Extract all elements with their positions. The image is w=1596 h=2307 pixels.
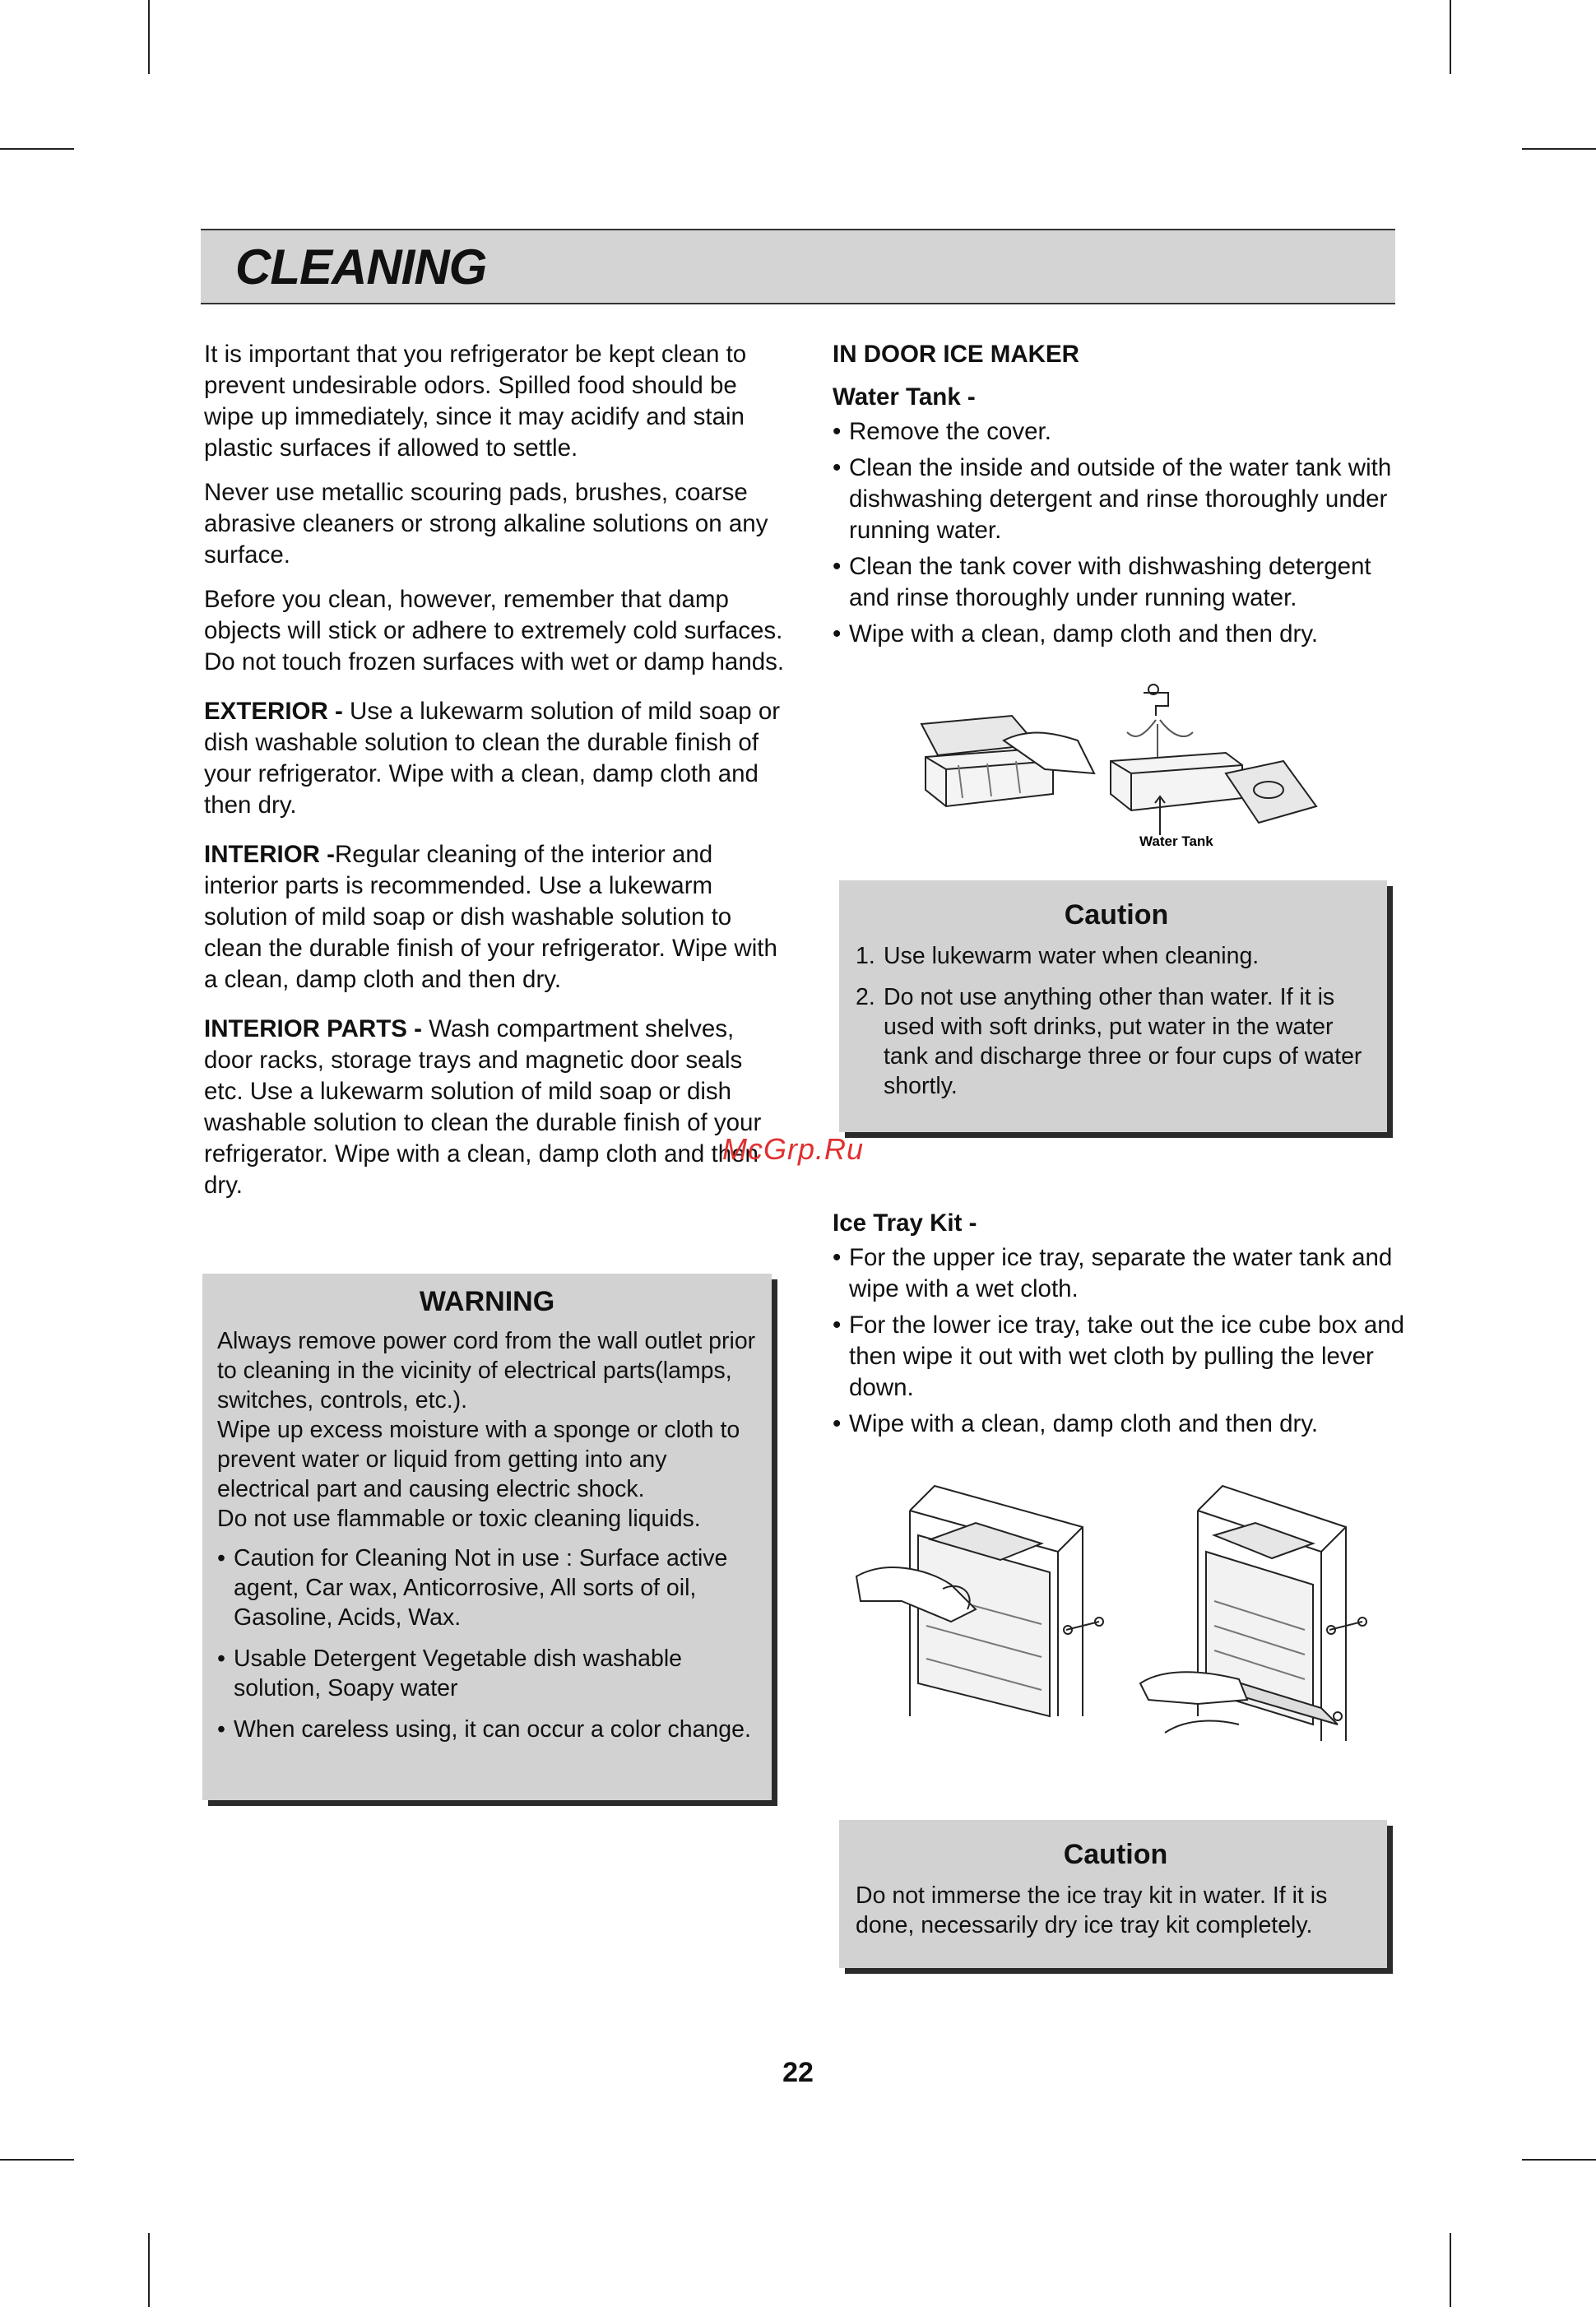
interior-parts-paragraph bbox=[204, 1014, 785, 1201]
intro-paragraph: Never use metallic scouring pads, brushes, coarse abrasive cleaners or strong alkaline solutions on any surface. bbox=[204, 479, 768, 569]
crop-mark bbox=[0, 2159, 74, 2161]
interior-label: INTERIOR - bbox=[204, 841, 335, 868]
interior-parts-text: Wash compartment shelves, door racks, storage trays and magnetic door seals etc. Use a lukewarm solution of mild soap or dish washable solution to clean the durable finish of your refrigerator. Wipe with a clean, damp cloth and then dry. bbox=[204, 1015, 762, 1199]
ice-tray-drawing bbox=[852, 1478, 1376, 1774]
ice-tray-heading: Ice Tray Kit - bbox=[833, 1209, 977, 1237]
warning-line: Always remove power cord from the wall outlet prior to cleaning in the vicinity of electrical parts(lamps, switches, controls, etc.). bbox=[217, 1328, 756, 1413]
water-tank-bullet: • Remove the cover. bbox=[833, 416, 1408, 448]
water-tank-bullet: • Clean the tank cover with dishwashing detergent and rinse thoroughly under running water. bbox=[833, 551, 1408, 614]
caution-box bbox=[839, 1820, 1387, 1968]
water-tank-heading: Water Tank - bbox=[833, 383, 976, 411]
caution-number: 2. bbox=[856, 984, 875, 1010]
exterior-label: EXTERIOR - bbox=[204, 698, 343, 725]
caution-item bbox=[856, 941, 1377, 971]
warning-bullets bbox=[217, 1543, 757, 1744]
interior-parts-label: INTERIOR PARTS - bbox=[204, 1015, 422, 1042]
exterior-paragraph bbox=[204, 696, 785, 821]
crop-mark bbox=[148, 0, 150, 74]
caution-text: Do not immerse the ice tray kit in water. If it is done, necessarily dry ice tray kit completely. bbox=[856, 1882, 1328, 1938]
water-tank-drawing bbox=[913, 683, 1325, 856]
caution-text: Do not use anything other than water. If it is used with soft drinks, put water in the water tank and discharge three or four cups of water shortly. bbox=[884, 984, 1362, 1099]
caution-item bbox=[856, 982, 1377, 1101]
crop-mark bbox=[1450, 2233, 1451, 2307]
ice-tray-bullets bbox=[833, 1242, 1425, 1440]
warning-box bbox=[202, 1274, 772, 1800]
right-column bbox=[833, 339, 1408, 655]
crop-mark bbox=[148, 2233, 150, 2307]
page-title: CLEANING bbox=[235, 239, 487, 295]
water-tank-bullet: • Clean the inside and outside of the water tank with dishwashing detergent and rinse thoroughly under running water. bbox=[833, 453, 1408, 546]
warning-title: WARNING bbox=[419, 1286, 555, 1317]
ice-tray-bullet: • Wipe with a clean, damp cloth and then dry. bbox=[833, 1409, 1425, 1440]
caution-title: Caution bbox=[1064, 899, 1169, 931]
water-tank-bullet: • Wipe with a clean, damp cloth and then dry. bbox=[833, 619, 1408, 650]
caution-number: 1. bbox=[856, 943, 875, 969]
warning-line: Do not use flammable or toxic cleaning liquids. bbox=[217, 1506, 701, 1532]
warning-line: Wipe up excess moisture with a sponge or cloth to prevent water or liquid from getting into any electrical part and causing electric shock. bbox=[217, 1417, 740, 1502]
ice-maker-heading: IN DOOR ICE MAKER bbox=[833, 341, 1079, 368]
warning-bullet: • Caution for Cleaning Not in use : Surface active agent, Car wax, Anticorrosive, All sorts of oil, Gasoline, Acids, Wax. bbox=[217, 1543, 757, 1632]
ice-tray-bullet: • For the upper ice tray, separate the water tank and wipe with a wet cloth. bbox=[833, 1242, 1425, 1305]
interior-text: Regular cleaning of the interior and interior parts is recommended. Use a lukewarm solution of mild soap or dish washable solution to clean the durable finish of your refrigerator. Wipe with a clean, damp cloth and then dry. bbox=[204, 841, 777, 993]
watermark: McGrp.Ru bbox=[722, 1132, 865, 1166]
crop-mark bbox=[1450, 0, 1451, 74]
exterior-text: Use a lukewarm solution of mild soap or dish washable solution to clean the durable finish of your refrigerator. Wipe with a clean, damp cloth and then dry. bbox=[204, 698, 781, 819]
warning-bullet: • When careless using, it can occur a color change. bbox=[217, 1715, 757, 1744]
caution-text: Use lukewarm water when cleaning. bbox=[884, 943, 1260, 969]
page-number: 22 bbox=[782, 2057, 814, 2088]
water-tank-label: Water Tank bbox=[1139, 833, 1213, 849]
left-column bbox=[204, 339, 785, 1214]
warning-bullet: • Usable Detergent Vegetable dish washable solution, Soapy water bbox=[217, 1644, 757, 1703]
caution-box bbox=[839, 880, 1387, 1132]
caution-title: Caution bbox=[1063, 1839, 1168, 1870]
ice-tray-section bbox=[833, 1208, 1425, 1445]
water-tank-bullets bbox=[833, 416, 1408, 650]
caution-list bbox=[856, 941, 1377, 1101]
ice-tray-bullet: • For the lower ice tray, take out the ice cube box and then wipe it out with wet cloth by pulling the lever down. bbox=[833, 1310, 1425, 1404]
interior-paragraph bbox=[204, 839, 785, 996]
water-tank-illustration bbox=[913, 683, 1325, 856]
title-bar bbox=[201, 229, 1395, 304]
intro-paragraph: Before you clean, however, remember that damp objects will stick or adhere to extremely cold surfaces. Do not touch frozen surfaces with wet or damp hands. bbox=[204, 586, 785, 675]
crop-mark bbox=[0, 148, 74, 150]
crop-mark bbox=[1522, 148, 1596, 150]
crop-mark bbox=[1522, 2159, 1596, 2161]
ice-tray-illustration bbox=[852, 1478, 1376, 1774]
intro-paragraph: It is important that you refrigerator be kept clean to prevent undesirable odors. Spilled food should be wipe up immediately, since it may acidify and stain plastic surfaces if allowed to settle. bbox=[204, 341, 747, 462]
